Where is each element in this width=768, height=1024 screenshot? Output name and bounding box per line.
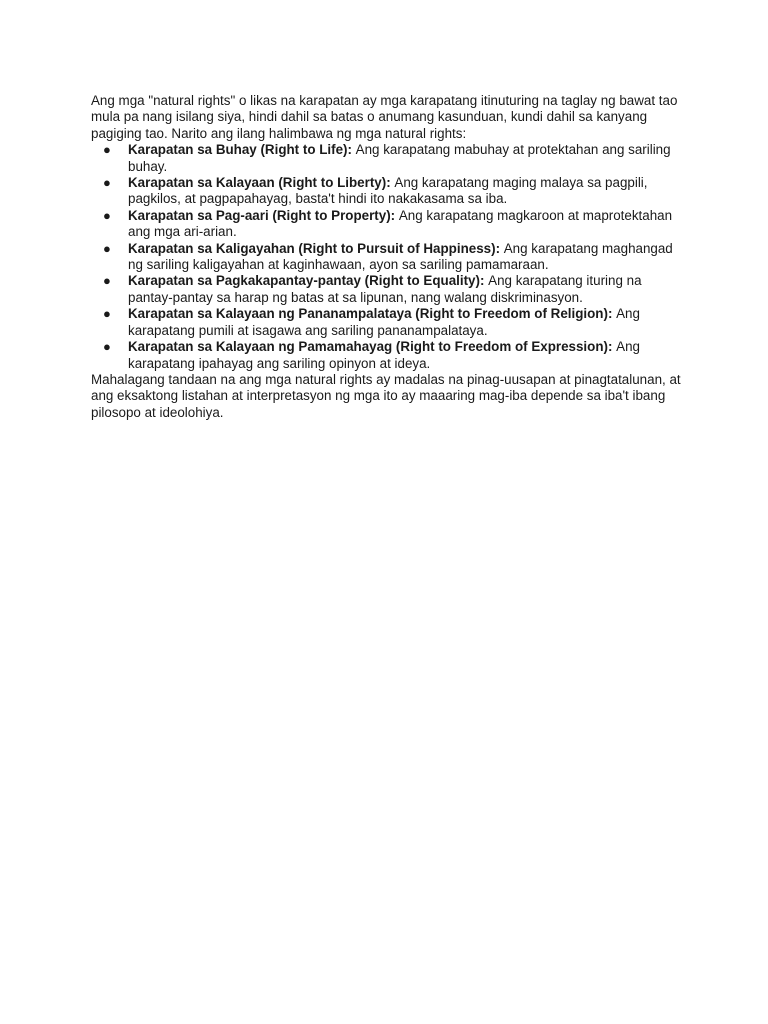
right-description: Ang karapatang mabuhay at protektahan ang sariling buhay. [128, 142, 671, 174]
bullet-icon: ● [103, 175, 111, 191]
right-description: Ang karapatang pumili at isagawa ang sariling pananampalataya. [128, 306, 640, 338]
right-description: Ang karapatang maghangad ng sariling kaligayahan at kaginhawaan, ayon sa sariling pamamaraan. [128, 240, 673, 273]
list-item [91, 175, 681, 208]
list-item [91, 306, 681, 339]
right-description: Ang karapatang ipahayag ang sariling opinyon at ideya. [128, 339, 640, 371]
bullet-icon: ● [103, 273, 111, 289]
bullet-icon: ● [103, 339, 111, 355]
right-description: Ang karapatang maging malaya sa pagpili, pagkilos, at pagpapahayag, basta't hindi ito nakakasama sa iba. [128, 175, 648, 207]
natural-rights-list [91, 142, 681, 372]
right-term: Karapatan sa Pag-aari (Right to Property): [128, 207, 399, 223]
right-term: Karapatan sa Pagkakapantay-pantay (Right to Equality): [128, 273, 489, 289]
list-item [91, 273, 681, 306]
bullet-icon: ● [103, 142, 111, 158]
right-term: Karapatan sa Kalayaan ng Pananampalataya (Right to Freedom of Religion): [128, 306, 617, 322]
list-item [91, 208, 681, 241]
right-term: Karapatan sa Kalayaan (Right to Liberty): [128, 175, 395, 191]
list-item [91, 142, 681, 175]
right-term: Karapatan sa Buhay (Right to Life): [128, 142, 356, 158]
list-item [91, 339, 681, 372]
list-item [91, 241, 681, 274]
document-body [91, 93, 681, 421]
conclusion-paragraph: Mahalagang tandaan na ang mga natural rights ay madalas na pinag-uusapan at pinagtatalunan, at ang eksaktong listahan at interpretasyon ng mga ito ay maaaring mag-iba depende sa iba't ibang pilosopo at ideolohiya. [91, 371, 681, 420]
right-description: Ang karapatang ituring na pantay-pantay sa harap ng batas at sa lipunan, nang walang diskriminasyon. [128, 273, 642, 305]
right-term: Karapatan sa Kaligayahan (Right to Pursuit of Happiness): [128, 240, 504, 256]
right-description: Ang karapatang magkaroon at maprotektahan ang mga ari-arian. [128, 207, 673, 240]
intro-paragraph: Ang mga "natural rights" o likas na karapatan ay mga karapatang itinuturing na taglay ng bawat tao mula pa nang isilang siya, hindi dahil sa batas o anumang kasunduan, kundi dahil sa kanyang pagiging tao. Narito ang ilang halimbawa ng mga natural rights: [91, 93, 678, 141]
bullet-icon: ● [103, 240, 111, 256]
right-term: Karapatan sa Kalayaan ng Pamamahayag (Right to Freedom of Expression): [128, 339, 617, 355]
bullet-icon: ● [103, 306, 111, 322]
bullet-icon: ● [103, 207, 111, 223]
